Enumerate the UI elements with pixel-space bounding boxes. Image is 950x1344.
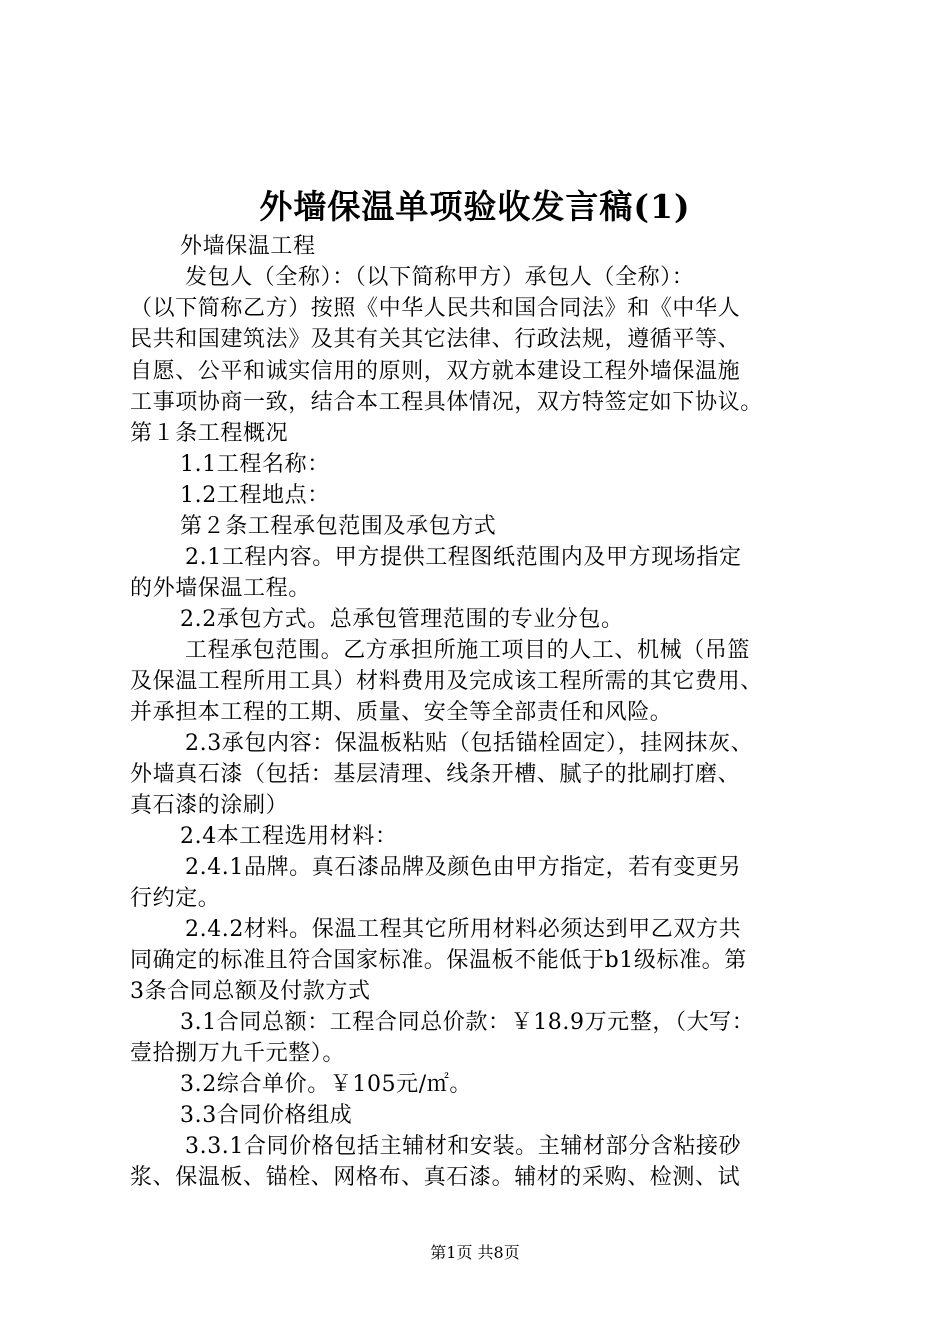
body-line: 工程承包范围。乙方承担所施工项目的人工、机械（吊篮 xyxy=(185,638,751,663)
body-line: 同确定的标准且符合国家标准。保温板不能低于b1级标准。第 xyxy=(130,948,747,973)
document-title: 外墙保温单项验收发言稿(1) xyxy=(259,187,691,226)
body-line: 及保温工程所用工具）材料费用及完成该工程所需的其它费用、 xyxy=(130,669,763,694)
body-line: 外墙真石漆（包括：基层清理、线条开槽、腻子的批刷打磨、 xyxy=(130,762,741,787)
body-line: 工事项协商一致，结合本工程具体情况，双方特签定如下协议。 xyxy=(130,390,763,415)
body-line: 2.4.2材料。保温工程其它所用材料必须达到甲乙双方共 xyxy=(185,917,742,942)
body-line: 外墙保温工程 xyxy=(180,234,316,259)
body-line: 行约定。 xyxy=(130,886,221,911)
body-line: 3条合同总额及付款方式 xyxy=(130,979,371,1004)
body-line: 2.4.1品牌。真石漆品牌及颜色由甲方指定，若有变更另 xyxy=(185,855,742,880)
body-line: 民共和国建筑法》及其有关其它法律、行政法规，遵循平等、 xyxy=(130,327,741,352)
body-line: 真石漆的涂刷） xyxy=(130,793,289,818)
body-line: 3.1合同总额：工程合同总价款：￥18.9万元整，（大写： xyxy=(180,1010,755,1035)
body-line: 并承担本工程的工期、质量、安全等全部责任和风险。 xyxy=(130,700,673,725)
body-line: 3.3.1合同价格包括主辅材和安装。主辅材部分含粘接砂 xyxy=(185,1134,742,1159)
body-line: 的外墙保温工程。 xyxy=(130,576,311,601)
body-line: 第１条工程概况 xyxy=(130,421,289,446)
body-line: 壹拾捌万九千元整）。 xyxy=(130,1041,346,1066)
body-line: 1.1工程名称： xyxy=(180,452,330,477)
body-line: 1.2工程地点： xyxy=(180,483,330,508)
body-line: 2.1工程内容。甲方提供工程图纸范围内及甲方现场指定 xyxy=(185,545,742,570)
body-line: 2.4本工程选用材料： xyxy=(180,824,398,849)
body-line: 3.3合同价格组成 xyxy=(180,1103,353,1128)
page-footer: 第1页 共8页 xyxy=(430,1243,520,1262)
body-line: 发包人（全称）：（以下简称甲方）承包人（全称）： xyxy=(185,265,695,290)
body-line: 浆、保温板、锚栓、网格布、真石漆。辅材的采购、检测、试 xyxy=(130,1165,741,1190)
body-line: 2.3承包内容：保温板粘贴（包括锚栓固定），挂网抹灰、 xyxy=(185,731,754,756)
body-line: 第２条工程承包范围及承包方式 xyxy=(180,514,497,539)
body-line: （以下简称乙方）按照《中华人民共和国合同法》和《中华人 xyxy=(130,296,741,321)
body-line: 自愿、公平和诚实信用的原则，双方就本建设工程外墙保温施 xyxy=(130,359,741,384)
body-line: 3.2综合单价。￥105元/㎡。 xyxy=(180,1072,472,1097)
body-line: 2.2承包方式。总承包管理范围的专业分包。 xyxy=(180,607,624,632)
